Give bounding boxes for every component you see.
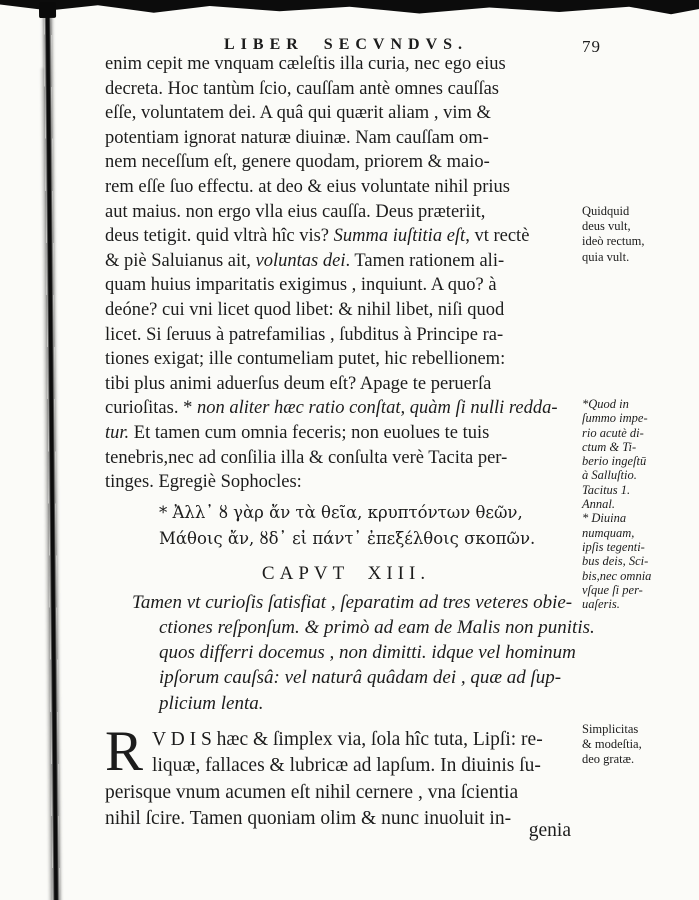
- margin-note-line: ipſis tegenti-: [582, 539, 645, 554]
- text-line: deus tetigit. quid vltrà hîc vis? Summa iuſtitia eſt, vt rectè: [105, 226, 530, 247]
- text-line: quos differri docemus , non dimitti. idque vel hominum: [159, 642, 576, 664]
- text-line: tiones exigat; ille contumeliam putet, hic rebellionem:: [105, 349, 506, 370]
- text-line: tur. Et tamen cum omnia feceris; non euolues te tuis: [105, 422, 490, 443]
- chapter-summary: [105, 590, 595, 716]
- text-line: curioſitas. * non aliter hæc ratio conſtat, quàm ſi nulli redda-: [105, 398, 558, 419]
- margin-note-line: Tacitus 1.: [582, 482, 631, 497]
- margin-note-line: quia vult.: [582, 249, 630, 264]
- text-line: rem eſſe ſuo effectu. at deo & eius voluntate nihil prius: [105, 176, 511, 197]
- text-line: ctiones reſponſum. & primò ad eam de Malis non punitis.: [159, 616, 595, 638]
- text-line: nem neceſſum eſt, genere quodam, priorem & maio-: [105, 152, 490, 173]
- margin-note-line: numquam,: [582, 525, 635, 540]
- text-line: eſſe, voluntatem dei. A quâ qui quærit aliam , vim &: [105, 103, 491, 124]
- margin-column: [580, 0, 692, 900]
- body-column: [105, 52, 595, 832]
- text-line: perisque vnum acumen eſt nihil cernere , vna ſcientia: [105, 781, 519, 803]
- greek-quote: [159, 500, 587, 552]
- chapter-heading: [105, 562, 587, 586]
- margin-note-tacitus: [582, 397, 651, 611]
- text-line: decreta. Hoc tantùm ſcio, cauſſam antè omnes cauſſas: [105, 78, 499, 99]
- margin-note-line: Annal.: [582, 497, 615, 512]
- text-line: quam huius imparitatis exigimus , inquiunt. A quo? à: [105, 275, 497, 296]
- para-rudis: [105, 719, 587, 833]
- text-line: ipſorum cauſsâ: vel naturâ quâdam dei , quæ ad ſup-: [159, 667, 562, 689]
- text-line: liquæ, fallaces & lubricæ ad lapſum. In diuinis ſu-: [152, 755, 541, 777]
- header-title: LIBER SECVNDVS.: [224, 36, 469, 53]
- page-number: 79: [582, 37, 601, 56]
- margin-note-line: *Quod in: [582, 397, 629, 411]
- margin-note-line: Quidquid: [582, 204, 630, 218]
- text-line: & piè Saluianus ait, voluntas dei. Tamen rationem ali-: [105, 250, 505, 271]
- margin-note-line: uaſeris.: [582, 597, 620, 612]
- text-line: licet. Si ſeruus à patrefamilias , ſubditus à Principe ra-: [105, 324, 504, 345]
- margin-note-line: bis,nec omnia: [582, 568, 652, 583]
- text-line: Tamen vt curioſis ſatisfiat , ſeparatim ad tres veteres obie-: [132, 591, 573, 613]
- margin-note-line: rio acutè di-: [582, 425, 644, 440]
- margin-note-line: à Salluſtio.: [582, 468, 637, 483]
- text-line: plicium lenta.: [159, 692, 264, 714]
- margin-note-line: vſque ſi per-: [582, 582, 643, 597]
- margin-note-line: ſummo impe-: [582, 411, 648, 426]
- margin-note-simplicitas: [582, 722, 642, 768]
- text-line: potentiam ignorat naturæ diuinæ. Nam cauſſam om-: [105, 127, 489, 148]
- text-line: * Ἀλλ᾽ ȣ γὰρ ἄν τὰ θεῖα, κρυπτόντων θεῶν,: [159, 502, 523, 522]
- text-line: CAPVT XIII.: [261, 562, 431, 584]
- catchword: genia: [528, 820, 571, 841]
- margin-note-line: & modeſtia,: [582, 737, 642, 752]
- text-line: deóne? cui vni licet quod libet: & nihil libet, niſi quod: [105, 299, 505, 320]
- margin-note-quidquid: [582, 204, 644, 265]
- para-continuation: [105, 52, 587, 495]
- margin-note-line: * Diuina: [582, 511, 627, 526]
- margin-note-line: berio ingeſtū: [582, 454, 647, 469]
- margin-note-line: bus deis, Sci-: [582, 554, 649, 569]
- text-line: nihil ſcire. Tamen quoniam olim & nunc inuoluit in-: [105, 807, 512, 829]
- margin-note-line: ideò rectum,: [582, 234, 645, 249]
- binding-edge: [44, 8, 60, 900]
- margin-note-line: Simplicitas: [582, 722, 639, 736]
- margin-note-line: ctum & Ti-: [582, 439, 637, 454]
- margin-note-line: deus vult,: [582, 219, 631, 234]
- text-line: V D I S hæc & ſimplex via, ſola hîc tuta, Lipſi: re-: [152, 728, 543, 750]
- text-line: tibi plus animi aduerſus deum eſt? Apage te peruerſa: [105, 373, 492, 394]
- text-line: tenebris,nec ad conſilia illa & conſulta verè Tacita per-: [105, 447, 508, 468]
- drop-cap-letter: R: [105, 719, 144, 783]
- text-line: aut maius. non ergo vlla eius cauſſa. Deus præteriit,: [105, 201, 486, 222]
- text-line: tinges. Egregiè Sophocles:: [105, 472, 302, 493]
- text-line: enim cepit me vnquam cæleſtis illa curia, nec ego eius: [105, 54, 506, 74]
- text-line: Μάθοις ἄν, ȣδ᾽ εἰ πάντ᾽ ἐπεξέλθοις σκοπῶν.: [159, 528, 536, 548]
- margin-note-line: deo gratæ.: [582, 752, 635, 767]
